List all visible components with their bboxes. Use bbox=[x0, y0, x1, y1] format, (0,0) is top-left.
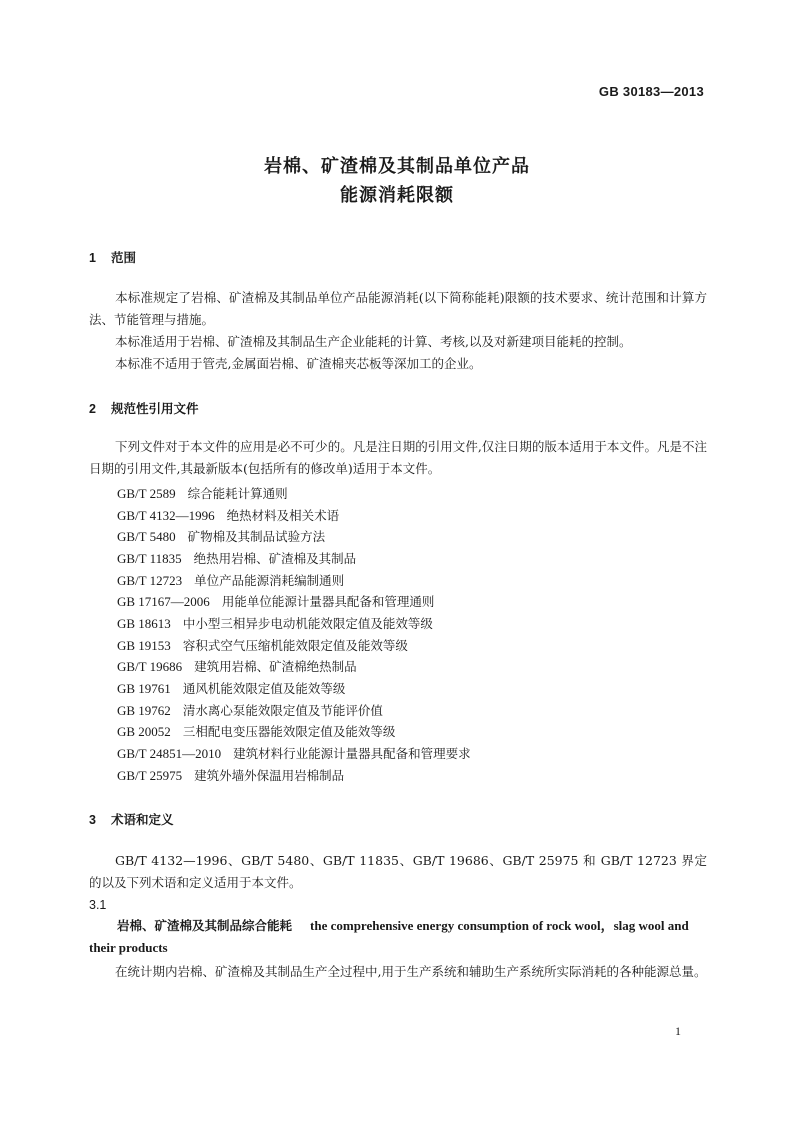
section-2-intro: 下列文件对于本文件的应用是必不可少的。凡是注日期的引用文件,仅注日期的版本适用于本文件。凡是不注日期的引用文件,其最新版本(包括所有的修改单)适用于本文件。 bbox=[89, 439, 707, 476]
document-title-line1: 岩棉、矿渣棉及其制品单位产品 bbox=[264, 156, 530, 177]
section-1-paragraph-3: 本标准不适用于管壳,金属面岩棉、矿渣棉夹芯板等深加工的企业。 bbox=[115, 356, 482, 371]
reference-item: GB/T 19686 建筑用岩棉、矿渣棉绝热制品 bbox=[117, 659, 357, 674]
reference-item: GB/T 2589 综合能耗计算通则 bbox=[117, 486, 288, 501]
document-title-line2: 能源消耗限额 bbox=[340, 185, 454, 206]
section-3-title: 术语和定义 bbox=[111, 812, 174, 827]
term-entry bbox=[89, 915, 707, 959]
section-3-intro: GB/T 4132—1996、GB/T 5480、GB/T 11835、GB/T 19686、GB/T 25975 和 GB/T 12723 界定的以及下列术语和定义适用于本文件。 bbox=[89, 853, 707, 890]
term-chinese: 岩棉、矿渣棉及其制品综合能耗 bbox=[117, 918, 293, 933]
term-definition: 在统计期内岩棉、矿渣棉及其制品生产全过程中,用于生产系统和辅助生产系统所实际消耗的各种能源总量。 bbox=[115, 964, 707, 979]
reference-item: GB/T 4132—1996 绝热材料及相关术语 bbox=[117, 508, 340, 523]
reference-item: GB/T 11835 绝热用岩棉、矿渣棉及其制品 bbox=[117, 551, 357, 566]
section-1-paragraph-1: 本标准规定了岩棉、矿渣棉及其制品单位产品能源消耗(以下简称能耗)限额的技术要求、统计范围和计算方法、节能管理与措施。 bbox=[89, 290, 707, 327]
page-number: 1 bbox=[675, 1024, 681, 1038]
section-1-title: 范围 bbox=[111, 250, 137, 265]
section-3-number: 3 bbox=[89, 813, 96, 827]
section-1-paragraph-2: 本标准适用于岩棉、矿渣棉及其制品生产企业能耗的计算、考核,以及对新建项目能耗的控制。 bbox=[115, 334, 632, 349]
term-english: the comprehensive energy consumption of rock wool，slag wool and their products bbox=[89, 918, 689, 955]
reference-item: GB/T 5480 矿物棉及其制品试验方法 bbox=[117, 529, 326, 544]
standard-number: GB 30183—2013 bbox=[598, 84, 704, 99]
reference-item: GB/T 24851—2010 建筑材料行业能源计量器具配备和管理要求 bbox=[117, 746, 471, 761]
section-2-heading bbox=[89, 399, 199, 417]
reference-item: GB 20052 三相配电变压器能效限定值及能效等级 bbox=[117, 724, 396, 739]
reference-item: GB 19761 通风机能效限定值及能效等级 bbox=[117, 681, 346, 696]
reference-item: GB/T 25975 建筑外墙外保温用岩棉制品 bbox=[117, 768, 345, 783]
section-1-number: 1 bbox=[89, 251, 96, 265]
reference-item: GB 18613 中小型三相异步电动机能效限定值及能效等级 bbox=[117, 616, 433, 631]
reference-item: GB 17167—2006 用能单位能源计量器具配备和管理通则 bbox=[117, 594, 435, 609]
section-3-heading bbox=[89, 810, 174, 828]
reference-item: GB/T 12723 单位产品能源消耗编制通则 bbox=[117, 573, 345, 588]
section-2-number: 2 bbox=[89, 402, 96, 416]
section-1-heading bbox=[89, 248, 136, 266]
reference-item: GB 19762 清水离心泵能效限定值及节能评价值 bbox=[117, 703, 383, 718]
reference-item: GB 19153 容积式空气压缩机能效限定值及能效等级 bbox=[117, 638, 408, 653]
term-number: 3.1 bbox=[89, 898, 107, 912]
section-2-title: 规范性引用文件 bbox=[111, 401, 199, 416]
